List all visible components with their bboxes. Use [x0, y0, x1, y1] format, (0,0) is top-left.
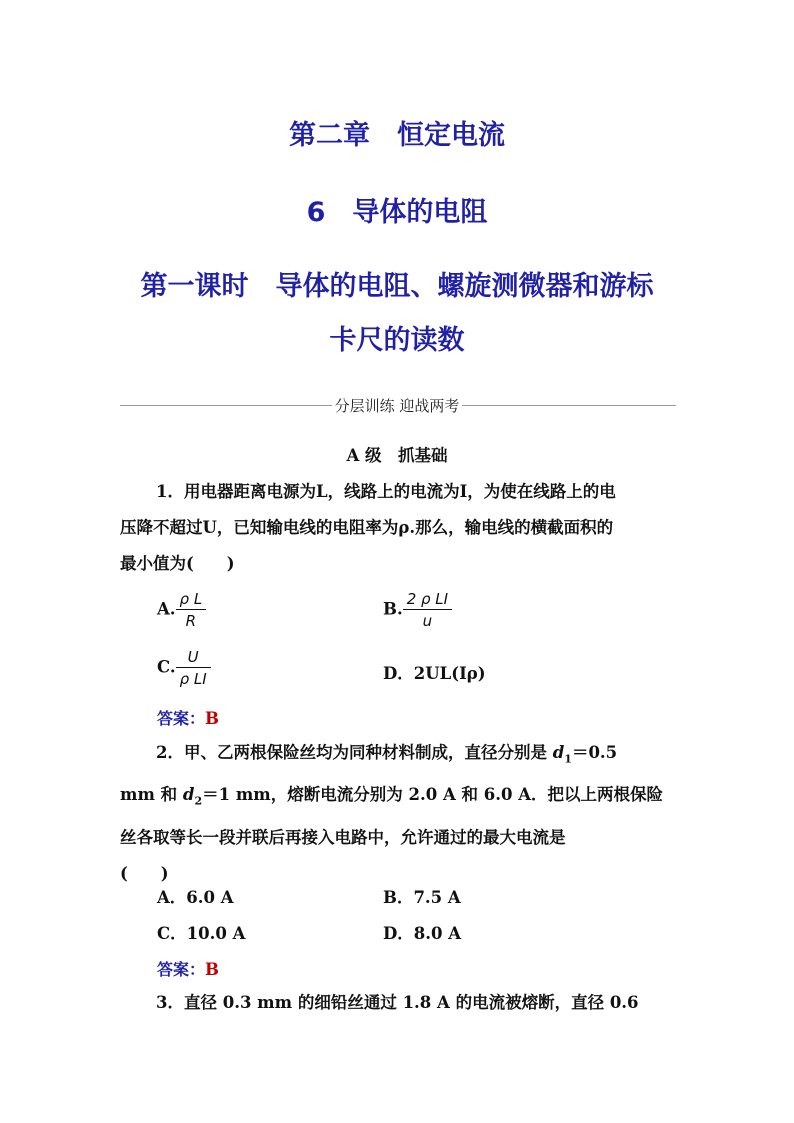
question-3: [120, 985, 676, 1021]
separator-text: 分层训练 迎战两考: [332, 397, 463, 415]
q1-option-b-denominator: u: [422, 612, 433, 630]
q1-option-b-letter: B.: [383, 599, 403, 619]
q2-line3: 丝各取等长一段并联后再接入电路中，允许通过的最大电流是: [120, 827, 566, 847]
q2-answer: [157, 957, 219, 980]
q1-option-a: [157, 590, 206, 630]
q1-answer-value: B: [205, 709, 219, 728]
q1-option-c-denominator: ρ LI: [179, 670, 207, 688]
q1-option-a-fraction: [176, 590, 207, 630]
q2-option-d: D．8.0 A: [383, 924, 462, 943]
q1-answer-label: 答案：: [157, 709, 206, 728]
q1-option-a-denominator: R: [185, 612, 197, 630]
q1-option-c-numerator: U: [176, 648, 211, 668]
q3-line1: 3．直径 0.3 mm 的细铅丝通过 1.8 A 的电流被熔断，直径 0.6: [156, 993, 639, 1012]
q1-option-b-numerator: 2 ρ LI: [403, 590, 452, 610]
q1-line1: 1．用电器距离电源为L，线路上的电流为I，为使在线路上的电: [156, 482, 616, 501]
lesson-title-line2: 卡尺的读数: [329, 325, 465, 356]
question-2: [120, 735, 676, 892]
q2-line1-value: ＝0.5: [571, 743, 618, 762]
q1-answer: [157, 706, 219, 729]
q1-option-c-fraction: [176, 648, 211, 688]
q2-answer-label: 答案：: [157, 960, 206, 979]
q2-answer-value: B: [205, 960, 219, 979]
q1-option-a-numerator: ρ L: [176, 590, 207, 610]
q1-option-c: [157, 648, 211, 688]
q2-line4: ( ): [120, 863, 169, 883]
q2-line2-rest: ＝1 mm，熔断电流分别为 2.0 A 和 6.0 A．把以上两根保险: [202, 785, 663, 805]
lesson-title-line1: 第一课时 导体的电阻、螺旋测微器和游标: [140, 271, 654, 302]
separator: [0, 395, 794, 416]
q2-line2-text: mm 和: [120, 785, 183, 805]
q1-option-c-letter: C.: [157, 657, 176, 677]
q2-line2: [120, 777, 676, 819]
q1-option-b: [383, 590, 452, 630]
q2-line1: [120, 735, 676, 777]
q2-option-b: B．7.5 A: [383, 888, 461, 907]
q1-option-a-letter: A.: [157, 599, 176, 619]
q2-option-c: C．10.0 A: [157, 924, 246, 943]
q1-line2: 压降不超过U，已知输电线的电阻率为ρ.那么，输电线的横截面积的: [120, 518, 614, 537]
q1-line3: 最小值为( ): [120, 554, 235, 573]
q2-line1-text: 2．甲、乙两根保险丝均为同种材料制成，直径分别是: [156, 743, 553, 762]
q2-d2-subscript: 2: [194, 794, 203, 808]
q1-option-d: D．2UL(Iρ): [383, 664, 486, 683]
q2-d2-symbol: d: [182, 785, 195, 805]
section-title: 6 导体的电阻: [306, 197, 488, 228]
chapter-title: 第二章 恒定电流: [289, 120, 505, 151]
q2-d1-symbol: d: [552, 743, 565, 762]
q2-d1-subscript: 1: [564, 752, 572, 766]
level-label: A 级 抓基础: [346, 446, 448, 465]
q2-option-a: A．6.0 A: [157, 888, 234, 907]
question-1: [120, 474, 676, 582]
q1-option-b-fraction: [403, 590, 452, 630]
